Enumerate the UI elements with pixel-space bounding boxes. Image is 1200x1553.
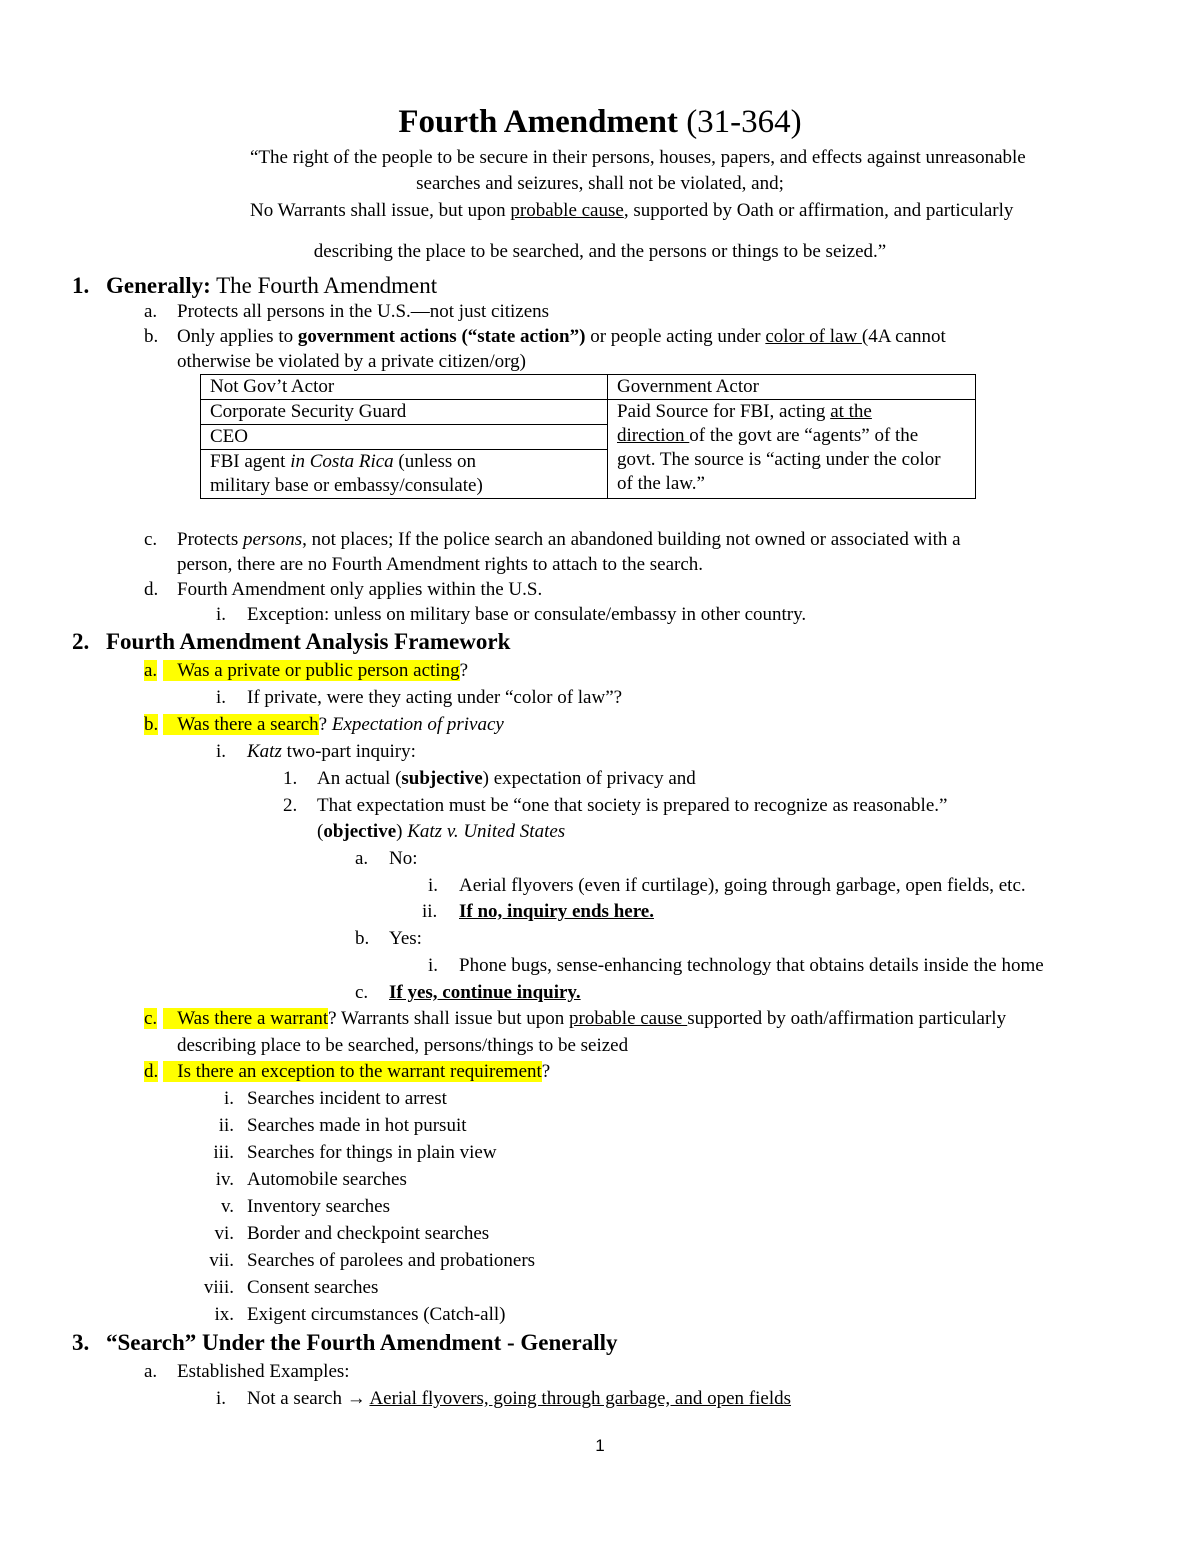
document-title — [0, 102, 1200, 142]
exception-marker: ii. — [218, 1115, 234, 1136]
s2-b-marker: b. — [144, 714, 159, 735]
s3-a-i-text: Not a search → Aerial flyovers, going through garbage, and open fields — [247, 1388, 791, 1409]
title-main: Fourth Amendment — [398, 104, 678, 140]
s2-b-i-1-text: An actual (subjective) expectation of privacy and — [317, 768, 696, 789]
section-1-heading: Generally: The Fourth Amendment — [106, 273, 438, 298]
header-not-gov-actor: Not Gov’t Actor — [201, 375, 608, 400]
exception-item: Exigent circumstances (Catch-all) — [247, 1304, 506, 1325]
table-row — [201, 400, 976, 425]
s2-c-marker: c. — [144, 1008, 158, 1029]
s1-c-text: Protects persons, not places; If the police search an abandoned building not owned or associated with a — [177, 529, 961, 550]
quote-line-4: describing the place to be searched, and the persons or things to be seized.” — [313, 241, 887, 262]
s2-no-i-marker: i. — [428, 875, 439, 896]
exception-item: Consent searches — [247, 1277, 379, 1298]
header-gov-actor: Government Actor — [608, 375, 976, 400]
quote-line-2: searches and seizures, shall not be violated, and; — [416, 173, 784, 194]
exception-item: Searches of parolees and probationers — [247, 1250, 536, 1271]
s2-yes-i-text: Phone bugs, sense-enhancing technology that obtains details inside the home — [459, 955, 1044, 976]
exception-item: Searches made in hot pursuit — [247, 1115, 467, 1136]
s2-c-text: Was there a warrant? Warrants shall issue but upon probable cause supported by oath/affirmation particularly — [163, 1007, 1006, 1031]
exception-item: Searches incident to arrest — [247, 1088, 447, 1109]
s1-d-text: Fourth Amendment only applies within the U.S. — [177, 579, 543, 600]
s2-yes-text: Yes: — [389, 928, 422, 949]
s2-cont-text: If yes, continue inquiry. — [389, 982, 581, 1003]
exception-marker: iv. — [215, 1169, 234, 1190]
arrow-right-icon: → — [346, 1388, 366, 1409]
exception-marker: vi. — [214, 1223, 234, 1244]
s2-no-ii-text: If no, inquiry ends here. — [459, 901, 654, 922]
section-1-number: 1. — [72, 273, 90, 298]
section-3-number: 3. — [72, 1330, 90, 1355]
s1-c-marker: c. — [144, 529, 158, 550]
s2-d-marker: d. — [144, 1061, 159, 1082]
quote-line-1: “The right of the people to be secure in their persons, houses, papers, and effects against unreasonable — [250, 147, 1026, 168]
actor-table — [200, 374, 976, 499]
s1-b-text-line2: otherwise be violated by a private citizen/org) — [177, 351, 526, 372]
s2-a-i-marker: i. — [216, 687, 227, 708]
section-3-heading: “Search” Under the Fourth Amendment - Generally — [106, 1330, 618, 1355]
page-number: 1 — [595, 1436, 605, 1455]
s2-b-i-2-line2: (objective) Katz v. United States — [317, 821, 566, 842]
exception-marker: vii. — [209, 1250, 234, 1271]
exception-marker: v. — [220, 1196, 234, 1217]
s2-a-text: Was a private or public person acting? — [163, 659, 468, 683]
s1-d-i-text: Exception: unless on military base or consulate/embassy in other country. — [247, 604, 807, 625]
s2-yes-i-marker: i. — [428, 955, 439, 976]
exception-marker: i. — [223, 1088, 234, 1109]
s1-c-text-line2: person, there are no Fourth Amendment rights to attach to the search. — [177, 554, 704, 575]
s2-c-line2: describing place to be searched, persons/things to be seized — [177, 1035, 629, 1056]
exception-item: Border and checkpoint searches — [247, 1223, 490, 1244]
s1-a-marker: a. — [144, 301, 158, 322]
exception-marker: viii. — [203, 1277, 234, 1298]
s2-d-text: Is there an exception to the warrant requirement? — [163, 1060, 550, 1084]
s2-yes-marker: b. — [355, 928, 370, 949]
s2-a-marker: a. — [144, 660, 158, 681]
cell-fbi-agent: FBI agent in Costa Rica (unless on military base or embassy/consulate) — [201, 450, 608, 499]
s2-b-i-2-text: That expectation must be “one that society is prepared to recognize as reasonable.” — [317, 795, 948, 816]
s2-b-i-text: Katz two-part inquiry: — [247, 741, 416, 762]
s1-d-marker: d. — [144, 579, 159, 600]
s2-cont-marker: c. — [355, 982, 369, 1003]
exception-marker: iii. — [213, 1142, 234, 1163]
s2-no-ii-marker: ii. — [422, 901, 438, 922]
s3-a-text: Established Examples: — [177, 1361, 350, 1382]
s1-b-text: Only applies to government actions (“state action”) or people acting under color of law (4A cannot — [177, 326, 946, 347]
title-pages: (31-364) — [686, 104, 802, 140]
s2-no-i-text: Aerial flyovers (even if curtilage), going through garbage, open fields, etc. — [459, 875, 1026, 896]
quote-line-3: No Warrants shall issue, but upon probable cause, supported by Oath or affirmation, and particularly — [250, 200, 1014, 221]
section-2-number: 2. — [72, 629, 90, 654]
s2-b-i-2-marker: 2. — [283, 795, 298, 816]
s2-b-text: Was there a search? Expectation of privacy — [163, 713, 504, 737]
probable-cause-underline: probable cause — [510, 200, 624, 221]
s2-b-i-1-marker: 1. — [283, 768, 298, 789]
s2-no-marker: a. — [355, 848, 369, 869]
cell-corporate-security-guard: Corporate Security Guard — [201, 400, 608, 425]
exception-marker: ix. — [214, 1304, 234, 1325]
s1-a-text: Protects all persons in the U.S.—not just citizens — [177, 301, 550, 322]
exception-item: Searches for things in plain view — [247, 1142, 497, 1163]
cell-paid-source: Paid Source for FBI, acting at the direction of the govt are “agents” of the govt. The source is “acting under the color of the law.” — [608, 400, 976, 499]
s2-a-i-text: If private, were they acting under “color of law”? — [247, 687, 623, 708]
s2-no-text: No: — [389, 848, 418, 869]
section-2-heading: Fourth Amendment Analysis Framework — [106, 629, 511, 654]
s1-d-i-marker: i. — [216, 604, 227, 625]
exception-item: Automobile searches — [247, 1169, 407, 1190]
exception-item: Inventory searches — [247, 1196, 390, 1217]
s1-b-marker: b. — [144, 326, 159, 347]
cell-ceo: CEO — [201, 425, 608, 450]
s3-a-marker: a. — [144, 1361, 158, 1382]
s2-b-i-marker: i. — [216, 741, 227, 762]
s3-a-i-marker: i. — [216, 1388, 227, 1409]
table-row — [201, 375, 976, 400]
